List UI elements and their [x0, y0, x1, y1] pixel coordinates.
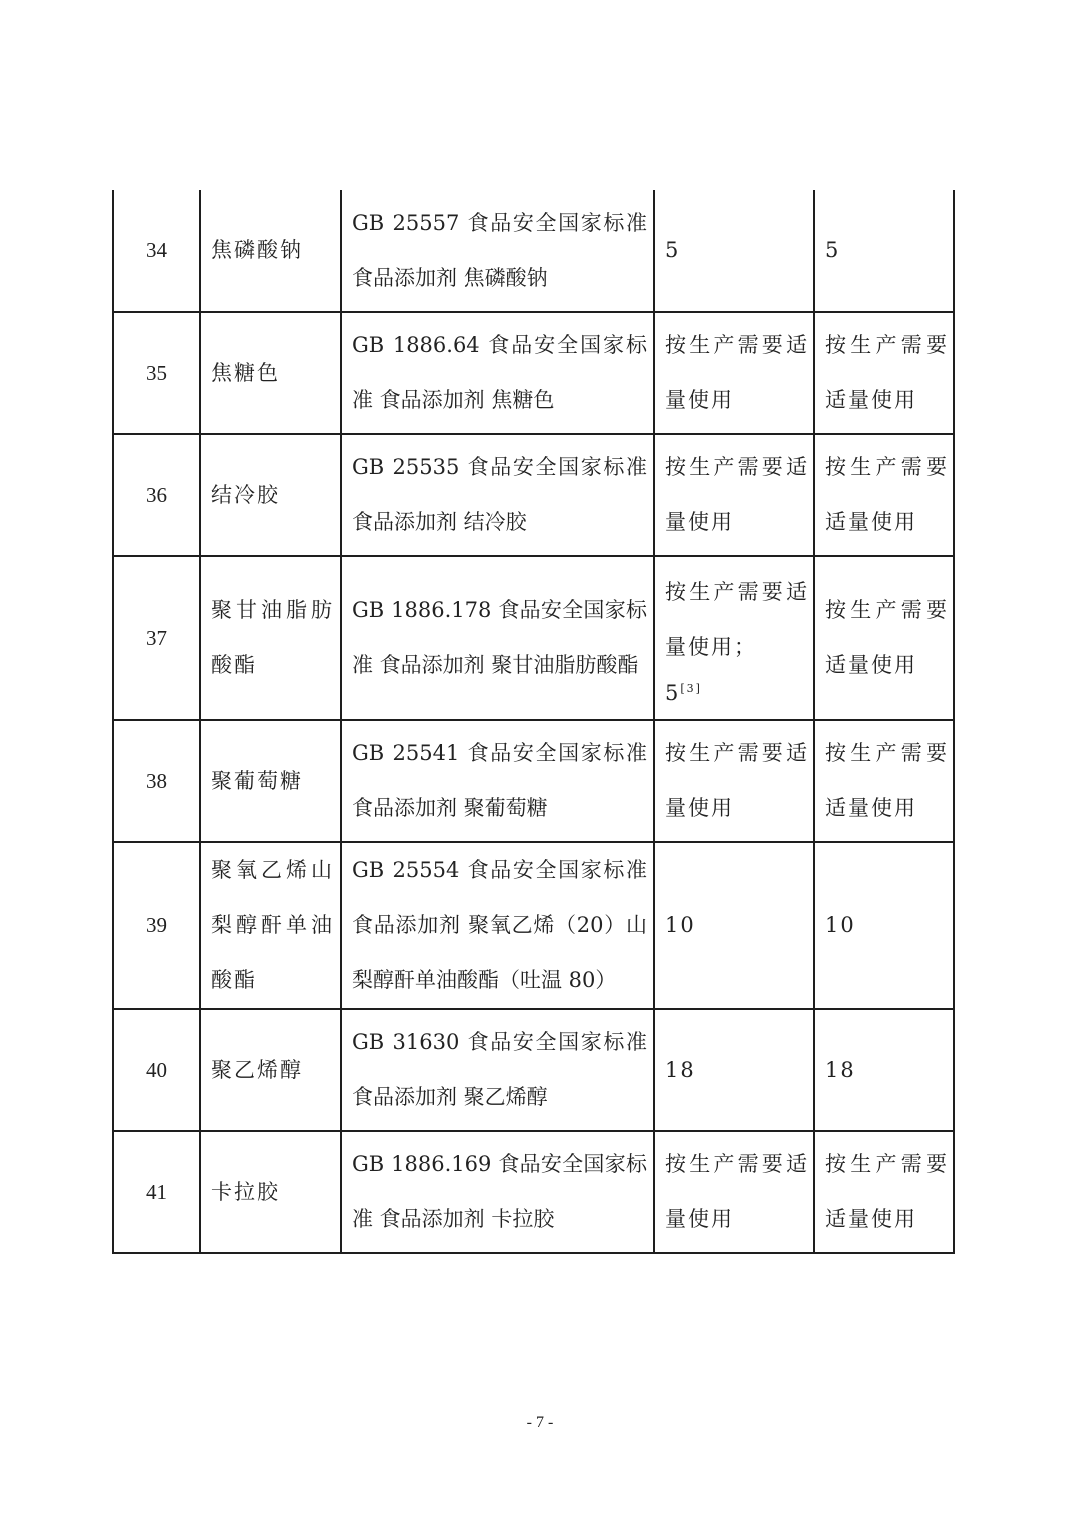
- table-row: [113, 434, 954, 556]
- usage-limit-b: 10: [825, 913, 856, 937]
- additive-name: 卡拉胶: [211, 1179, 280, 1204]
- row-number: 37: [113, 556, 200, 720]
- standard-reference: GB 25535 食品安全国家标准 食品添加剂 结冷胶: [352, 455, 647, 534]
- usage-limit-b: 按生产需要适量使用: [825, 1152, 949, 1231]
- standard-reference: GB 31630 食品安全国家标准 食品添加剂 聚乙烯醇: [352, 1030, 647, 1109]
- usage-limit-b: 按生产需要适量使用: [825, 333, 949, 412]
- usage-limit-b: 按生产需要适量使用: [825, 598, 949, 677]
- row-number: 34: [113, 190, 200, 312]
- usage-limit-a: 按生产需要适量使用: [665, 741, 809, 820]
- usage-limit-a: 5: [665, 238, 681, 262]
- standard-reference: GB 1886.169 食品安全国家标准 食品添加剂 卡拉胶: [352, 1152, 647, 1231]
- footnote-ref: [3]: [680, 682, 702, 695]
- table-row: [113, 190, 954, 312]
- standard-reference: GB 1886.64 食品安全国家标准 食品添加剂 焦糖色: [352, 333, 647, 412]
- row-number: 41: [113, 1131, 200, 1253]
- usage-limit-b: 18: [825, 1057, 856, 1082]
- table-row: [113, 1009, 954, 1131]
- additive-name: 聚氧乙烯山梨醇酐单油酸酯: [211, 858, 334, 992]
- row-number: 40: [113, 1009, 200, 1131]
- usage-limit-a: 10: [665, 913, 696, 937]
- usage-limit-b: 按生产需要适量使用: [825, 741, 949, 820]
- usage-limit-a-value: 5: [665, 681, 681, 705]
- table-row: [113, 720, 954, 842]
- row-number: 39: [113, 842, 200, 1009]
- table-row: [113, 556, 954, 720]
- additive-name: 聚葡萄糖: [211, 768, 303, 793]
- usage-limit-a-extra: [665, 675, 809, 711]
- additive-name: 聚乙烯醇: [211, 1057, 303, 1082]
- usage-limit-a: 按生产需要适量使用: [665, 333, 809, 412]
- row-number: 36: [113, 434, 200, 556]
- standard-reference: GB 25541 食品安全国家标准 食品添加剂 聚葡萄糖: [352, 741, 647, 820]
- row-number: 38: [113, 720, 200, 842]
- additive-table: [112, 190, 955, 1254]
- additive-name: 结冷胶: [211, 482, 280, 507]
- page-number: - 7 -: [526, 1414, 554, 1431]
- additive-name: 焦糖色: [211, 360, 280, 385]
- row-number: 35: [113, 312, 200, 434]
- usage-limit-a: 按生产需要适量使用；: [665, 580, 809, 659]
- additive-name: 焦磷酸钠: [211, 238, 303, 262]
- usage-limit-b: 5: [825, 238, 841, 262]
- additive-name: 聚甘油脂肪酸酯: [211, 598, 334, 677]
- standard-reference: GB 25554 食品安全国家标准 食品添加剂 聚氧乙烯（20）山梨醇酐单油酸酯（吐温 80）: [352, 858, 647, 992]
- usage-limit-b: 按生产需要适量使用: [825, 455, 949, 534]
- usage-limit-a: 按生产需要适量使用: [665, 1152, 809, 1231]
- table-row: [113, 1131, 954, 1253]
- standard-reference: GB 1886.178 食品安全国家标准 食品添加剂 聚甘油脂肪酸酯: [352, 598, 647, 677]
- table-row: [113, 842, 954, 1009]
- usage-limit-a: 18: [665, 1057, 696, 1082]
- table-row: [113, 312, 954, 434]
- usage-limit-a: 按生产需要适量使用: [665, 455, 809, 534]
- standard-reference: GB 25557 食品安全国家标准 食品添加剂 焦磷酸钠: [352, 210, 647, 290]
